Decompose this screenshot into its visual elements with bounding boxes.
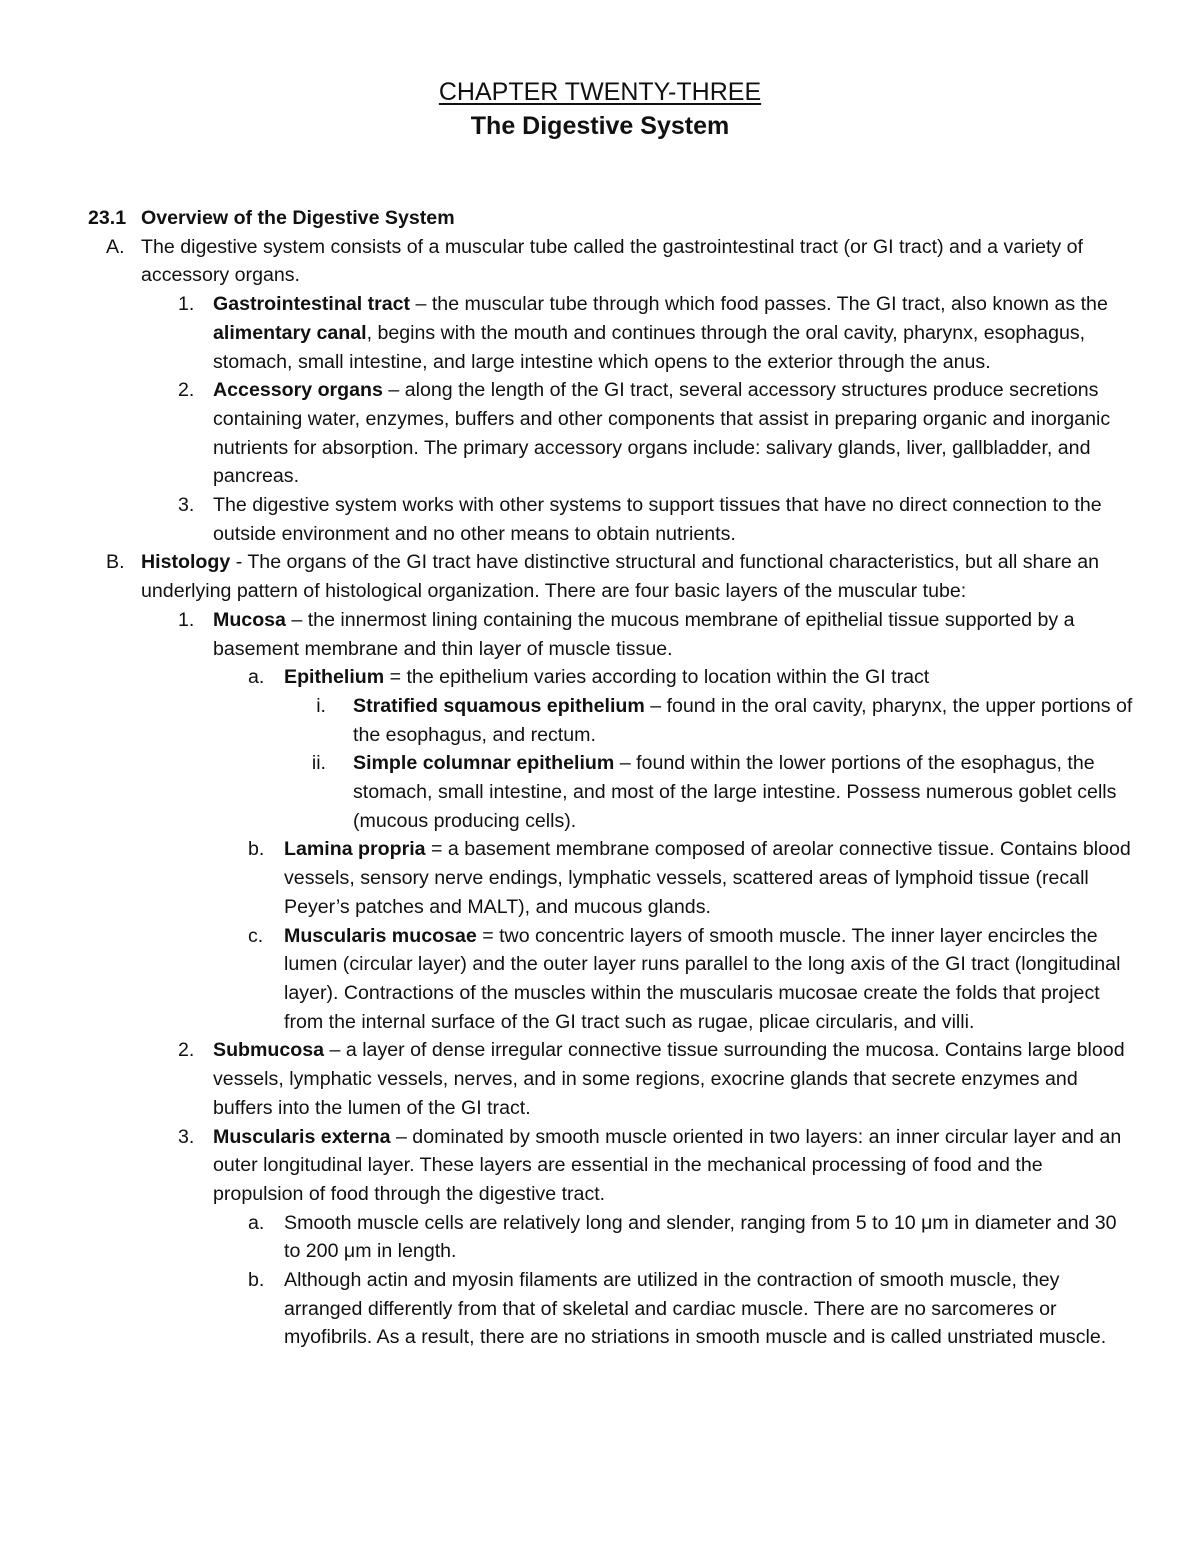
document-header [0,76,1200,144]
item-marker: 1. [178,293,195,316]
outline-item-B1c [0,922,1200,1037]
item-marker: b. [248,838,265,861]
item-marker: 2. [178,1039,195,1062]
item-text: Smooth muscle cells are relatively long and slender, ranging from 5 to 10 μm in diameter and 30 to 200 μm in length. [284,1211,1117,1263]
item-text: Stratified squamous epithelium – found in the oral cavity, pharynx, the upper portions of the esophagus, and rectum. [353,694,1133,746]
item-term: Histology [141,551,231,574]
item-marker: 3. [178,494,195,517]
outline-item-A3 [0,491,1200,548]
item-marker: b. [248,1269,265,1292]
outline-item-B1a-ii [0,749,1200,835]
item-term: Accessory organs [213,379,383,402]
outline-item-A2 [0,376,1200,491]
item-text: Epithelium = the epithelium varies according to location within the GI tract [284,666,930,689]
chapter-heading: CHAPTER TWENTY-THREE [438,78,762,106]
item-text: Although actin and myosin filaments are utilized in the contraction of smooth muscle, they arranged differently from that of skeletal and cardiac muscle. There are no sarcomeres or myofibrils. As a result, there are no striations in smooth muscle and is called unstriated muscle. [284,1269,1107,1349]
outline-item-B1 [0,606,1200,663]
item-text: Accessory organs – along the length of the GI tract, several accessory structures produce secretions containing water, enzymes, buffers and other components that assist in preparing organic and inorganic nutrients for absorption. The primary accessory organs include: salivary glands, liver, gallbladder, and pancreas. [213,379,1111,488]
item-text: The digestive system works with other systems to support tissues that have no direct connection to the outside environment and no other means to obtain nutrients. [213,494,1102,545]
item-text: Mucosa – the innermost lining containing the mucous membrane of epithelial tissue supported by a basement membrane and thin layer of muscle tissue. [213,608,1075,660]
item-text: The digestive system consists of a muscular tube called the gastrointestinal tract (or GI tract) and a variety of accessory organs. [141,235,1084,287]
item-marker: 2. [178,379,195,402]
item-marker: a. [248,1211,265,1234]
item-term: Gastrointestinal tract [213,293,411,316]
item-marker: 3. [178,1125,195,1148]
item-term: Stratified squamous epithelium [353,694,645,717]
item-marker: A. [106,235,125,258]
document-title: The Digestive System [470,112,730,140]
item-marker: a. [248,666,265,689]
item-term: Epithelium [284,666,385,689]
outline-item-B [0,548,1200,605]
item-marker: ii. [311,752,326,775]
document-body [0,204,1200,1352]
section-title: Overview of the Digestive System [141,207,455,229]
outline-item-B3 [0,1123,1200,1209]
item-text: Muscularis externa – dominated by smooth muscle oriented in two layers: an inner circular layer and an outer longitudinal layer. These layers are essential in the mechanical processing of food and the propulsion of food through the digestive tract. [213,1125,1122,1205]
item-term: Lamina propria [284,838,426,861]
section-heading [0,204,1200,233]
item-marker: c. [248,924,264,947]
outline-item-B2 [0,1036,1200,1122]
outline-item-A1 [0,290,1200,376]
outline-item-B1b [0,835,1200,921]
item-marker: 1. [178,608,195,631]
item-term: Simple columnar epithelium [353,752,615,775]
item-text: Histology - The organs of the GI tract have distinctive structural and functional characteristics, but all share an underlying pattern of histological organization. There are four basic layers of the muscular tube: [141,551,1099,603]
outline-item-B3a [0,1209,1200,1266]
item-term: Mucosa [213,608,286,631]
item-marker: i. [316,694,326,717]
item-term: Submucosa [213,1039,325,1062]
item-text: Simple columnar epithelium – found within the lower portions of the esophagus, the stomach, small intestine, and most of the large intestine. Possess numerous goblet cells (mucous producing cells). [353,752,1117,832]
item-text: Gastrointestinal tract – the muscular tube through which food passes. The GI tract, also known as the alimentary canal, begins with the mouth and continues through the oral cavity, pharynx, esophagus, stomach, small intestine, and large intestine which opens to the exterior through the anus. [213,293,1108,373]
item-text: Lamina propria = a basement membrane composed of areolar connective tissue. Contains blood vessels, sensory nerve endings, lymphatic vessels, scattered areas of lymphoid tissue (recall Peyer’s patches and MALT), and mucous glands. [284,838,1131,918]
item-text: Muscularis mucosae = two concentric layers of smooth muscle. The inner layer encircles the lumen (circular layer) and the outer layer runs parallel to the long axis of the GI tract (longitudinal layer). Contractions of the muscles within the muscularis mucosae create the folds that project from the internal surface of the GI tract such as rugae, plicae circularis, and villi. [284,924,1121,1033]
outline-item-B1a [0,663,1200,692]
outline-item-A [0,233,1200,290]
section-number: 23.1 [88,207,127,229]
item-term-secondary: alimentary canal [213,321,367,344]
item-term: Muscularis mucosae [284,924,477,947]
item-marker: B. [106,551,125,574]
item-term: Muscularis externa [213,1125,391,1148]
outline-item-B3b [0,1266,1200,1352]
item-text: Submucosa – a layer of dense irregular connective tissue surrounding the mucosa. Contains large blood vessels, lymphatic vessels, nerves, and in some regions, exocrine glands that secrete enzymes and buffers into the lumen of the GI tract. [213,1039,1125,1119]
outline-item-B1a-i [0,692,1200,749]
